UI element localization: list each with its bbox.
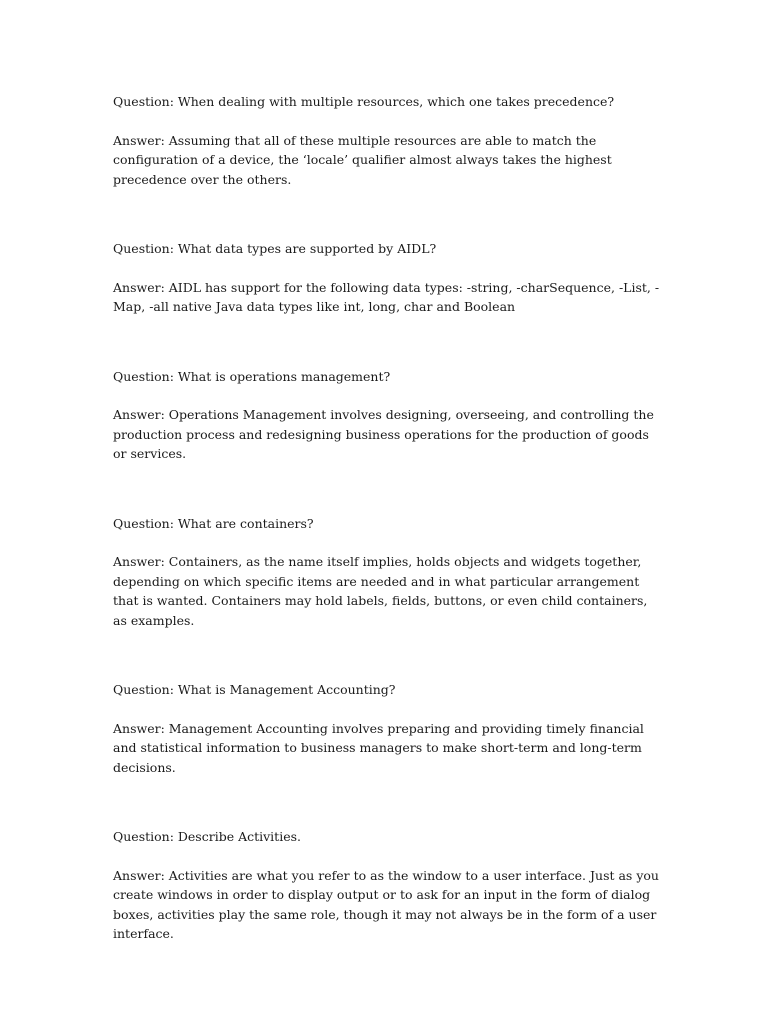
question-text: Question: When dealing with multiple resources, which one takes precedence? (113, 94, 615, 109)
qa-item-1 (113, 92, 661, 189)
answer-text: Answer: Management Accounting involves preparing and providing timely financial and statistical information to business managers to make short-term and long-term decisions. (113, 720, 644, 775)
answer-text: Answer: AIDL has support for the following data types: -string, -charSequence, -List, -Map, -all native Java data types like int, long, char and Boolean (113, 279, 660, 314)
answer-text: Answer: Operations Management involves designing, overseeing, and controlling the production process and redesigning business operations for the production of goods or services. (113, 407, 654, 461)
answer-text: Answer: Assuming that all of these multiple resources are able to match the configuration of a device, the ‘locale’ qualifier almost always takes the highest precedence over the others. (113, 132, 612, 187)
qa-item-5 (113, 680, 661, 777)
answer-text: Answer: Activities are what you refer to as the window to a user interface. Just as you create windows in order to display output or to ask for an input in the form of dialog boxes, activities play the same role, though it may not always be in the form of a user interface. (113, 867, 659, 941)
answer-text: Answer: Containers, as the name itself implies, holds objects and widgets together, depending on which specific items are needed and in what particular arrangement that is wanted. Containers may hold labels, fields, buttons, or even child containers, as examples. (113, 554, 648, 628)
question-text: Question: Describe Activities. (113, 829, 301, 844)
question-text: Question: What are containers? (113, 515, 314, 531)
qa-item-6 (113, 827, 661, 944)
question-text: Question: What is operations management? (113, 368, 391, 384)
question-text: Question: What data types are supported by AIDL? (113, 241, 437, 256)
document-body (113, 92, 661, 944)
question-text: Question: What is Management Accounting? (113, 682, 396, 697)
qa-item-2 (113, 239, 661, 317)
qa-item-3 (113, 367, 661, 464)
qa-item-4 (113, 514, 661, 631)
